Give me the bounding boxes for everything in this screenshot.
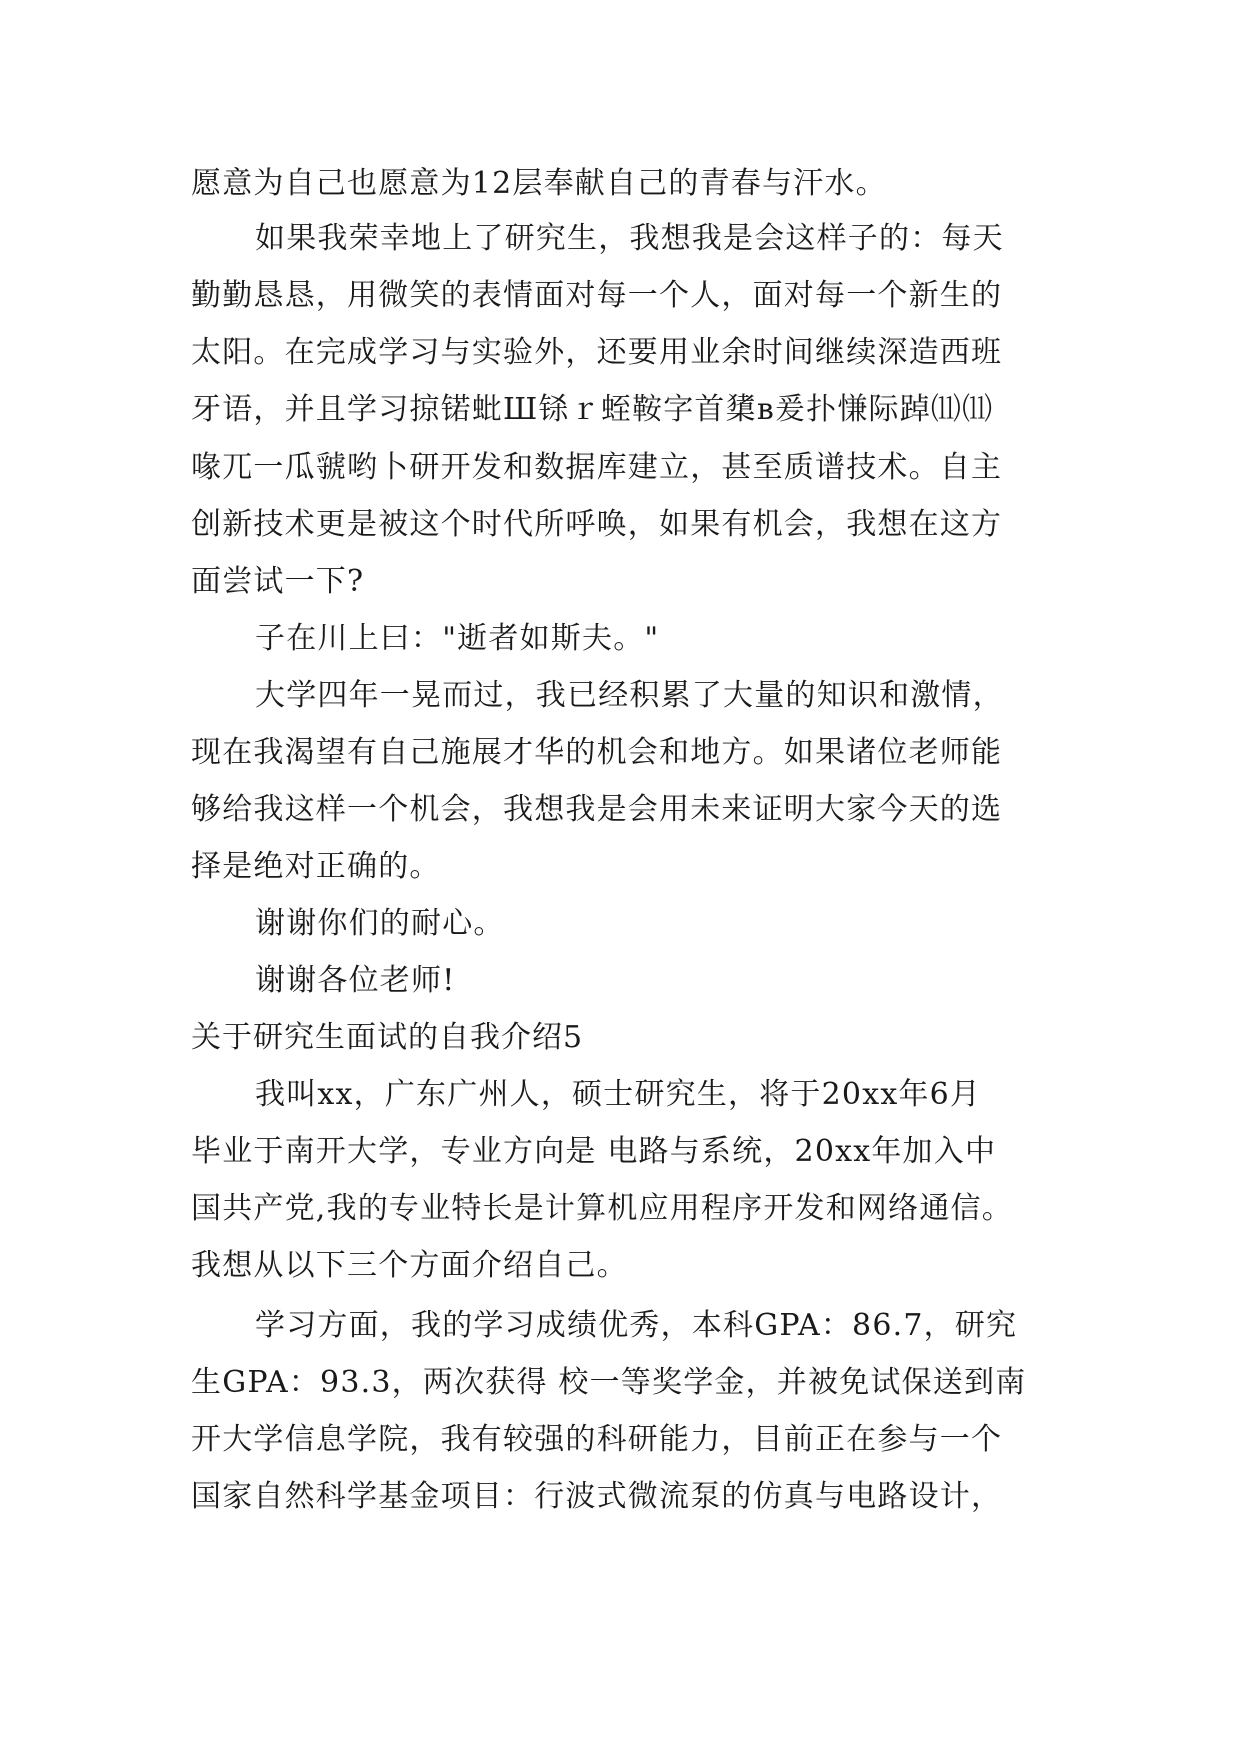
body-text-line: 谢谢各位老师! bbox=[255, 963, 456, 998]
body-text-line: 牙语，并且学习掠锘蚍Ш铩ｒ蛭鞍字首橥в爰扑慊际踔⑾⑾ bbox=[191, 392, 994, 427]
body-text-line: 我想从以下三个方面介绍自己。 bbox=[191, 1248, 628, 1283]
body-text-line: 学习方面，我的学习成绩优秀，本科GPA：86.7，研究 bbox=[255, 1308, 1018, 1343]
body-text-line: 如果我荣幸地上了研究生，我想我是会这样子的：每天 bbox=[255, 221, 1004, 256]
body-text-line: 谢谢你们的耐心。 bbox=[255, 906, 505, 941]
body-text-line: 毕业于南开大学，专业方向是 电路与系统，20xx年加入中 bbox=[191, 1134, 997, 1169]
body-text-line: 太阳。在完成学习与实验外，还要用业余时间继续深造西班 bbox=[191, 335, 1003, 370]
body-text-line: 国家自然科学基金项目：行波式微流泵的仿真与电路设计， bbox=[191, 1479, 1003, 1514]
section-heading: 关于研究生面试的自我介绍5 bbox=[191, 1020, 584, 1055]
body-text-line: 愿意为自己也愿意为12层奉献自己的青春与汗水。 bbox=[191, 166, 887, 201]
quote-line: 子在川上曰："逝者如斯夫。" bbox=[255, 621, 660, 656]
body-text-line: 创新技术更是被这个时代所呼唤，如果有机会，我想在这方 bbox=[191, 507, 1003, 542]
body-text-line: 现在我渴望有自己施展才华的机会和地方。如果诸位老师能 bbox=[191, 735, 1003, 770]
body-text-line: 面尝试一下? bbox=[191, 564, 365, 599]
body-text-line: 生GPA：93.3，两次获得 校一等奖学金，并被免试保送到南 bbox=[191, 1365, 1027, 1400]
body-text-line: 够给我这样一个机会，我想我是会用未来证明大家今天的选 bbox=[191, 792, 1003, 827]
body-text-line: 喙兀一瓜虢哟卜研开发和数据库建立，甚至质谱技术。自主 bbox=[191, 450, 1003, 485]
body-text-line: 开大学信息学院，我有较强的科研能力，目前正在参与一个 bbox=[191, 1422, 1003, 1457]
body-text-line: 我叫xx，广东广州人，硕士研究生，将于20xx年6月 bbox=[255, 1077, 982, 1112]
body-text-line: 大学四年一晃而过，我已经积累了大量的知识和激情， bbox=[255, 678, 1004, 713]
body-text-line: 择是绝对正确的。 bbox=[191, 849, 441, 884]
body-text-line: 国共产党,我的专业特长是计算机应用程序开发和网络通信。 bbox=[191, 1191, 1013, 1226]
body-text-line: 勤勤恳恳，用微笑的表情面对每一个人，面对每一个新生的 bbox=[191, 278, 1003, 313]
